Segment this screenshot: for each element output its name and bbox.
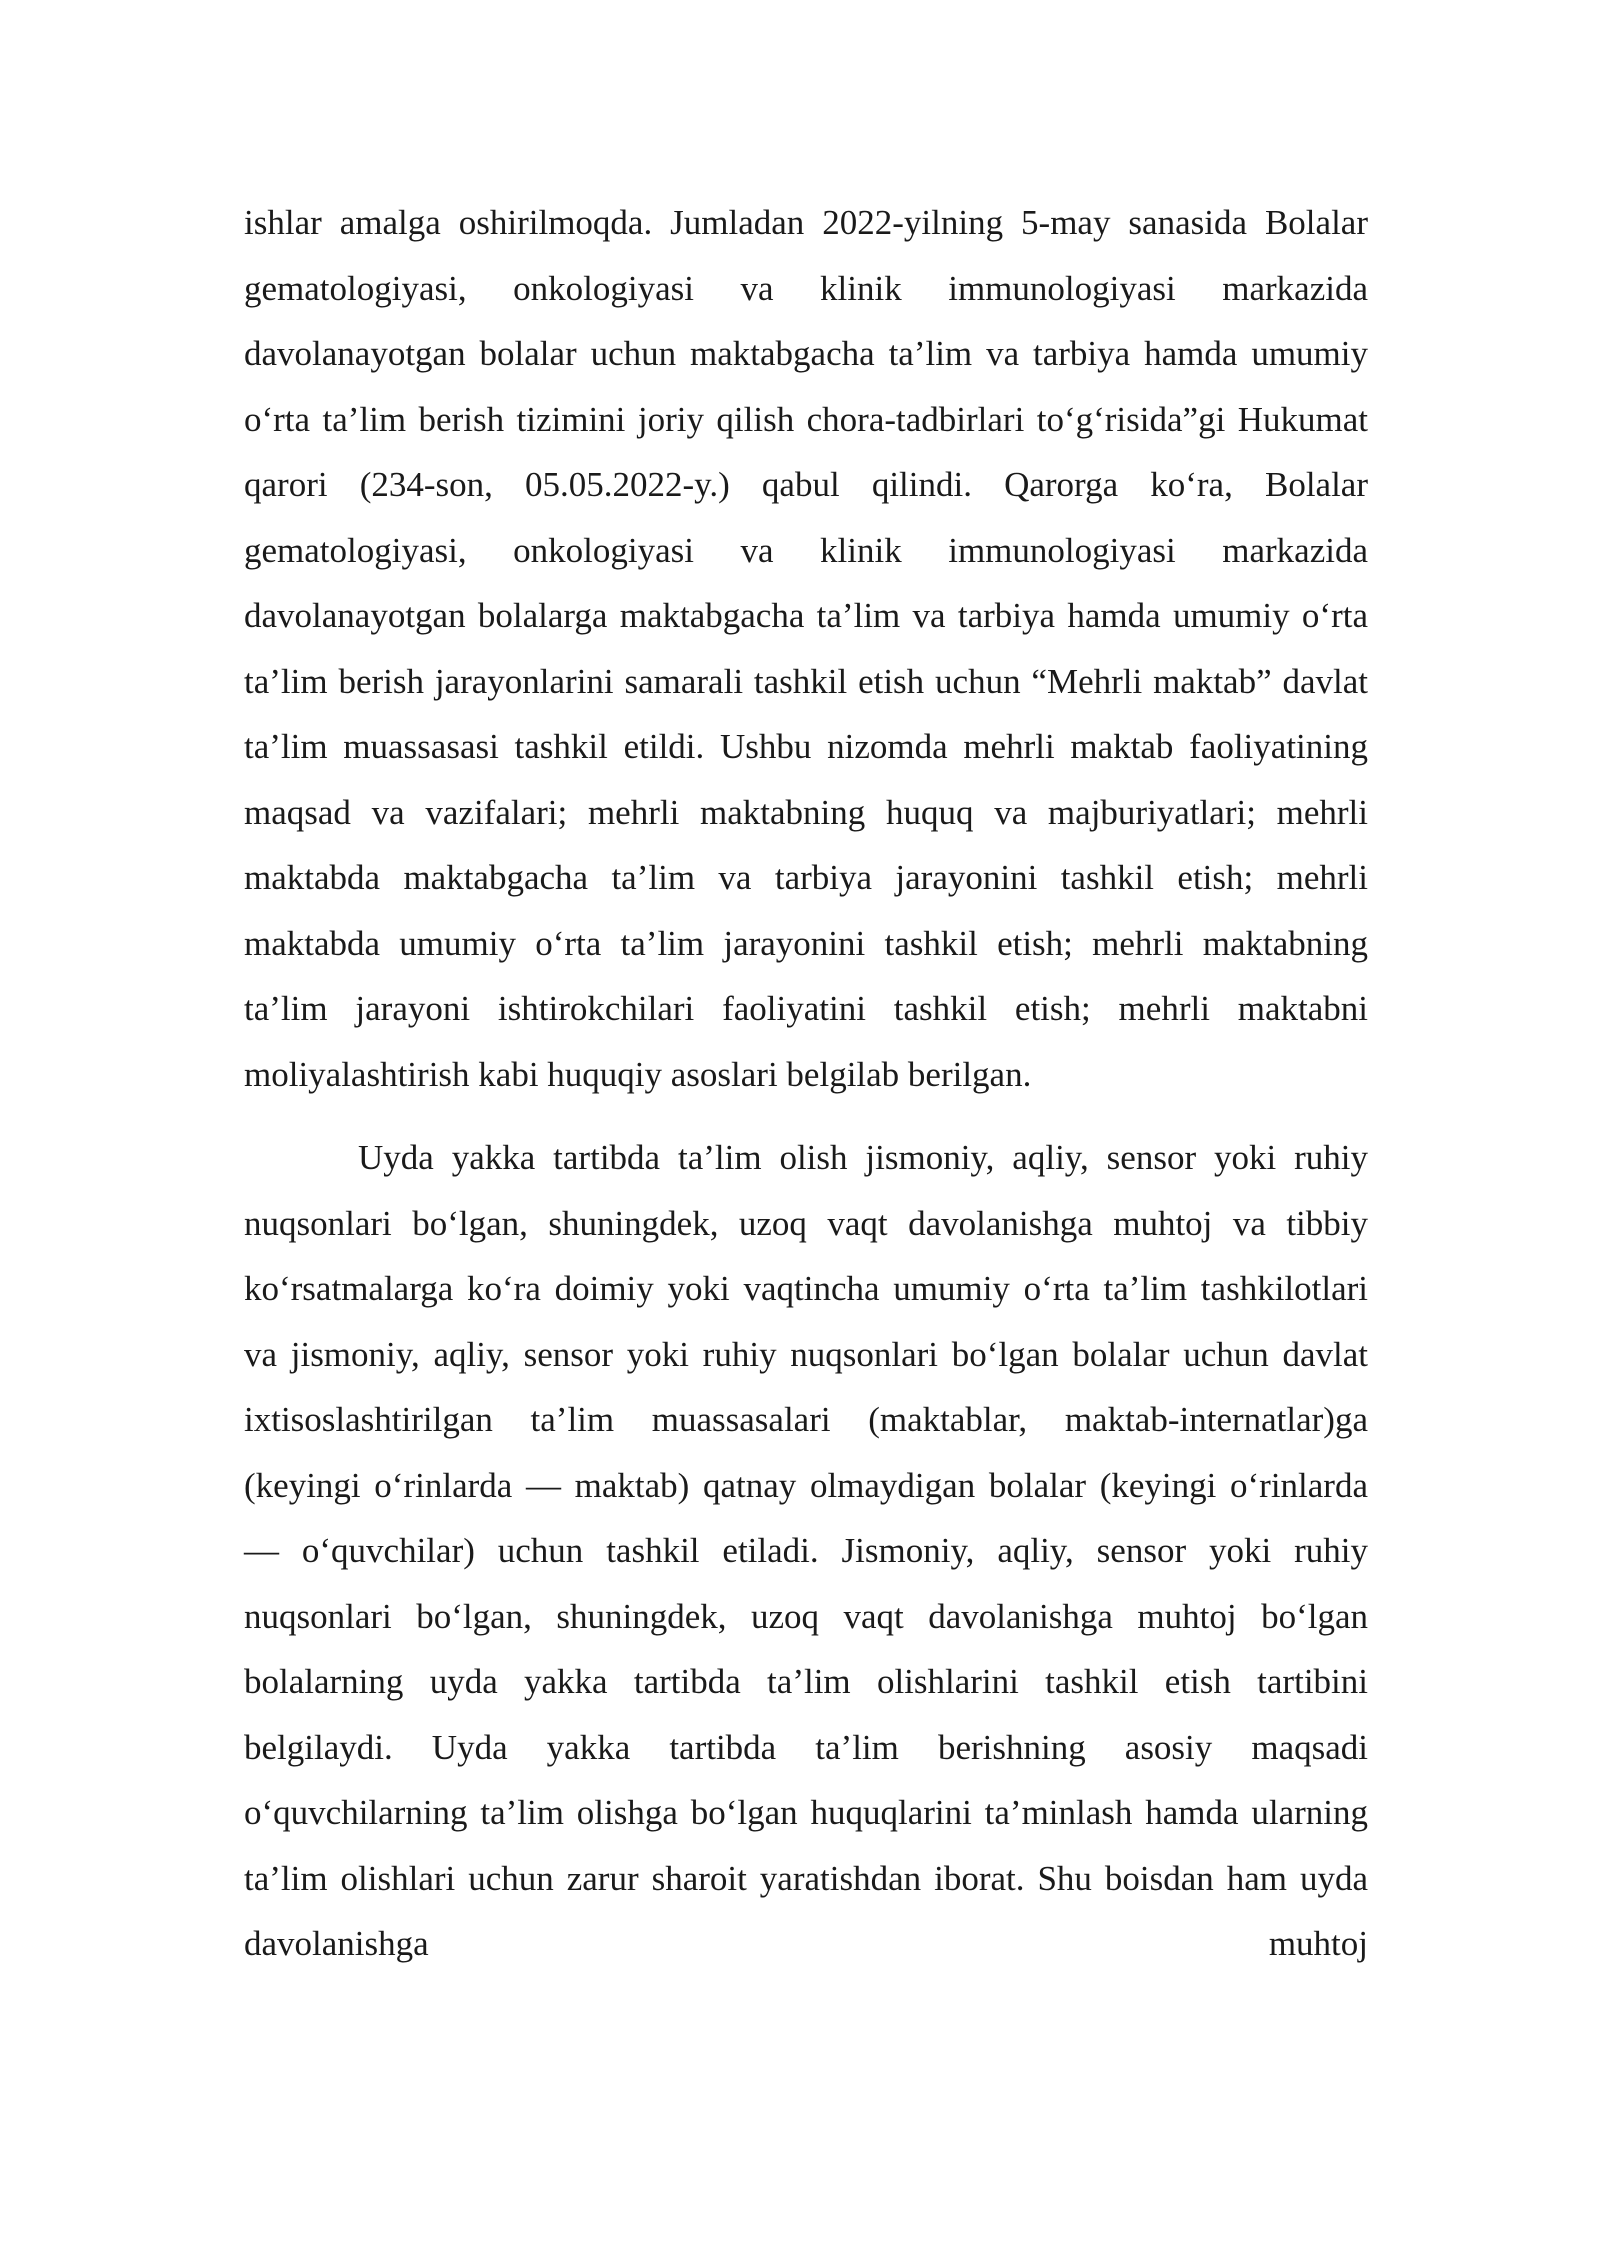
paragraph-1: ishlar amalga oshirilmoqda. Jumladan 2022-yilning 5-may sanasida Bolalar gematologiyasi, onkologiyasi va klinik immunologiyasi markazida davolanayotgan bolalar uchun maktabgacha ta’lim va tarbiya hamda umumiy o‘rta ta’lim berish tizimini joriy qilish chora-tadbirlari to‘g‘risida”gi Hukumat qarori (234-son, 05.05.2022-y.) qabul qilindi. Qarorga ko‘ra, Bolalar gematologiyasi, onkologiyasi va klinik immunologiyasi markazida davolanayotgan bolalarga maktabgacha ta’lim va tarbiya hamda umumiy o‘rta ta’lim berish jarayonlarini samarali tashkil etish uchun “Mehrli maktab” davlat ta’lim muassasasi tashkil etildi. Ushbu nizomda mehrli maktab faoliyatining maqsad va vazifalari; mehrli maktabning huquq va majburiyatlari; mehrli maktabda maktabgacha ta’lim va tarbiya jarayonini tashkil etish; mehrli maktabda umumiy o‘rta ta’lim jarayonini tashkil etish; mehrli maktabning ta’lim jarayoni ishtirokchilari faoliyatini tashkil etish; mehrli maktabni moliyalashtirish kabi huquqiy asoslari belgilab berilgan. (244, 203, 1368, 1094)
paragraph-2: Uyda yakka tartibda ta’lim olish jismoniy, aqliy, sensor yoki ruhiy nuqsonlari bo‘lgan, shuningdek, uzoq vaqt davolanishga muhtoj va tibbiy ko‘rsatmalarga ko‘ra doimiy yoki vaqtincha umumiy o‘rta ta’lim tashkilotlari va jismoniy, aqliy, sensor yoki ruhiy nuqsonlari bo‘lgan bolalar uchun davlat ixtisoslashtirilgan ta’lim muassasalari (maktablar, maktab-internatlar)ga (keyingi o‘rinlarda — maktab) qatnay olmaydigan bolalar (keyingi o‘rinlarda — o‘quvchilar) uchun tashkil etiladi. Jismoniy, aqliy, sensor yoki ruhiy nuqsonlari bo‘lgan, shuningdek, uzoq vaqt davolanishga muhtoj bo‘lgan bolalarning uyda yakka tartibda ta’lim olishlarini tashkil etish tartibini belgilaydi. Uyda yakka tartibda ta’lim berishning asosiy maqsadi o‘quvchilarning ta’lim olishga bo‘lgan huquqlarini ta’minlash hamda ularning ta’lim olishlari uchun zarur sharoit yaratishdan iborat. Shu boisdan ham uyda davolanishga muhtoj (244, 1138, 1368, 1963)
document-body (244, 190, 1368, 1977)
